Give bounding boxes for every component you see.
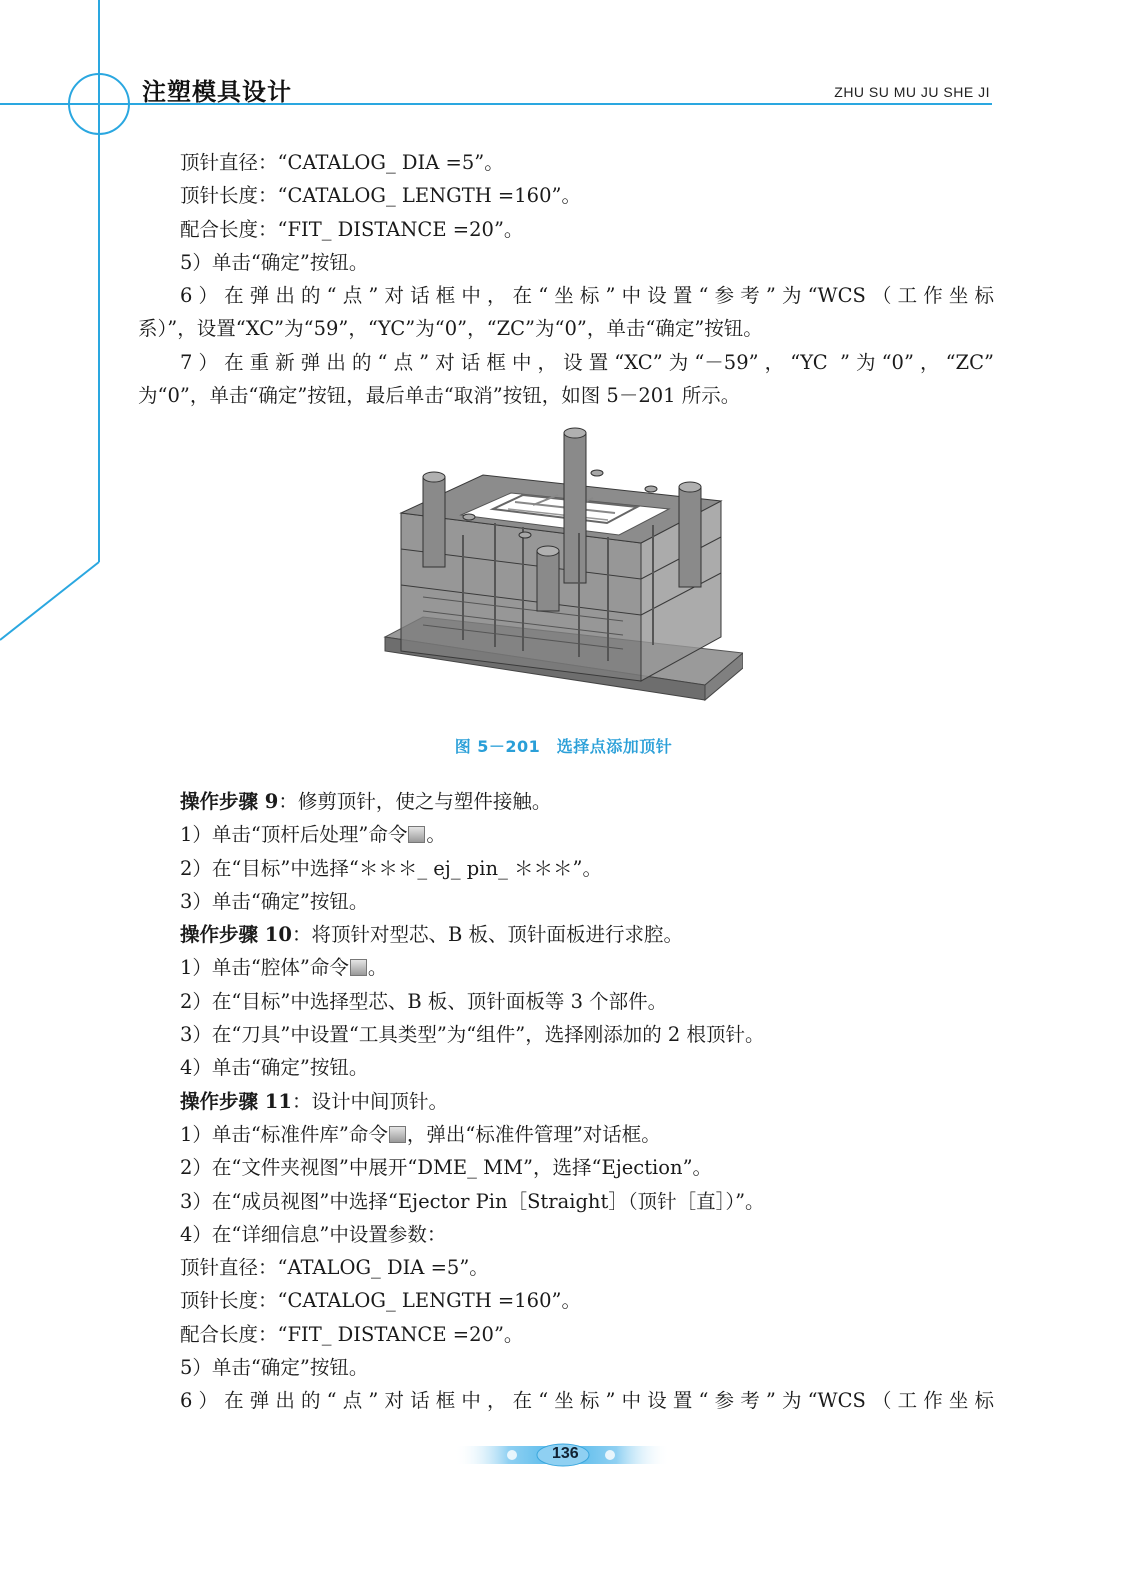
text-block-bottom [138, 785, 994, 1418]
step11-text: ：设计中间顶针。 [291, 1089, 448, 1113]
page-number: 136 [552, 1445, 579, 1462]
step9-item-3: 3）单击“确定”按钮。 [180, 889, 369, 913]
step11-item-6: 6）在弹出的“点”对话框中，在“坐标”中设置“参考”为“WCS（工作坐标 [180, 1389, 994, 1413]
step9-label: 操作步骤 9 [180, 790, 279, 813]
step-5: 5）单击“确定”按钮。 [180, 250, 369, 274]
standard-part-library-icon [389, 1126, 406, 1143]
step-6-line1: 6）在弹出的“点”对话框中，在“坐标”中设置“参考”为“WCS（工作坐标 [180, 284, 994, 308]
figure-caption: 图 5－201 选择点添加顶针 [454, 737, 673, 756]
step10-item-1-text: 1）单击“腔体”命令 [180, 956, 349, 980]
step9-text: ：修剪顶针，使之与塑件接触。 [278, 790, 552, 813]
step10-heading [138, 918, 994, 951]
ejector-post-process-icon [408, 826, 425, 843]
step11-heading [138, 1085, 994, 1118]
step11-label: 操作步骤 11 [180, 1089, 292, 1113]
step9-item-1-end: 。 [426, 823, 446, 847]
step11-item-1-text: 1）单击“标准件库”命令 [180, 1122, 388, 1146]
step11-item-1 [138, 1118, 994, 1151]
param-fit-distance: 配合长度：“FIT_ DISTANCE =20”。 [180, 217, 524, 241]
step10-text: ：将顶针对型芯、B 板、顶针面板进行求腔。 [291, 923, 683, 947]
step-7-line2: 为“0”，单击“确定”按钮，最后单击“取消”按钮，如图 5－201 所示。 [138, 384, 741, 408]
cavity-icon [350, 959, 367, 976]
param-diameter: 顶针直径：“CATALOG_ DIA =5”。 [180, 151, 504, 174]
step9-heading [138, 785, 994, 818]
step9-item-2: 2）在“目标”中选择“＊＊＊_ ej_ pin_ ＊＊＊”。 [180, 856, 602, 880]
step11-item-4: 4）在“详细信息”中设置参数： [180, 1222, 447, 1246]
step-7-line1: 7）在重新弹出的“点”对话框中，设置“XC”为“－59”，“YC ”为“0”，“ZC” [180, 350, 994, 374]
step11-item-1-end: ，弹出“标准件管理”对话框。 [406, 1122, 661, 1146]
step11-param-fit-distance: 配合长度：“FIT_ DISTANCE =20”。 [180, 1322, 524, 1346]
step-6-line2: 系）”，设置“XC”为“59”，“YC”为“0”，“ZC”为“0”，单击“确定”按钮。 [138, 317, 763, 341]
header-title: 注塑模具设计 [142, 78, 292, 106]
step11-item-2: 2）在“文件夹视图”中展开“DME_ MM”，选择“Ejection”。 [180, 1156, 713, 1180]
step11-param-diameter: 顶针直径：“ATALOG_ DIA =5”。 [180, 1256, 489, 1280]
param-length: 顶针长度：“CATALOG_ LENGTH =160”。 [180, 184, 581, 208]
step10-item-1-end: 。 [367, 956, 388, 980]
step11-param-length: 顶针长度：“CATALOG_ LENGTH =160”。 [180, 1289, 581, 1313]
step10-item-3: 3）在“刀具”中设置“工具类型”为“组件”，选择刚添加的 2 根顶针。 [180, 1023, 765, 1047]
step10-item-1 [138, 951, 994, 984]
step9-item-1 [138, 818, 994, 851]
step10-label: 操作步骤 10 [180, 923, 292, 947]
step11-item-5: 5）单击“确定”按钮。 [180, 1356, 369, 1380]
step11-item-3: 3）在“成员视图”中选择“Ejector Pin［Straight］（顶针［直］）”。 [180, 1189, 765, 1213]
header-pinyin: ZHU SU MU JU SHE JI [834, 84, 990, 100]
mold-assembly-figure [383, 425, 743, 715]
step10-item-4: 4）单击“确定”按钮。 [180, 1056, 369, 1080]
text-block-top [138, 146, 994, 412]
step10-item-2: 2）在“目标”中选择型芯、B 板、顶针面板等 3 个部件。 [180, 989, 668, 1013]
step9-item-1-text: 1）单击“顶杆后处理”命令 [180, 823, 408, 847]
